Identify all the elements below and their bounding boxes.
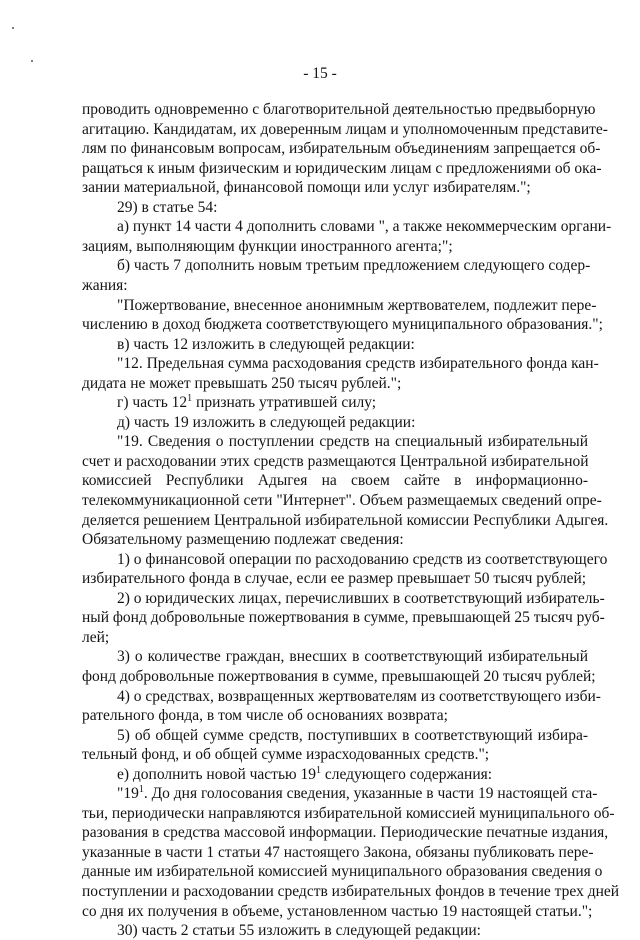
text-line xyxy=(82,707,588,725)
text-line-main: комиссией Республики Адыгея на своем сайте в информационно- xyxy=(82,472,588,490)
text-line-main: фонд добровольные пожертвования в сумме, превышающей 20 тысяч рублей; xyxy=(82,667,596,685)
text-line xyxy=(117,727,588,745)
text-line-main: "12. Предельная сумма расходования средств избирательного фонда кан- xyxy=(117,355,599,373)
text-line-continuation: . До дня голосования сведения, указанные в части 19 настоящей ста- xyxy=(143,785,598,803)
text-line xyxy=(117,433,588,451)
text-line-main: 3) о количестве граждан, внесших в соответствующий избирательный xyxy=(117,648,588,666)
text-line-main: а) пункт 14 части 4 дополнить словами ", а также некоммерческим органи- xyxy=(117,218,612,236)
text-line-main: "Пожертвование, внесенное анонимным жертвователем, подлежит пере- xyxy=(117,296,597,314)
text-line xyxy=(82,492,602,510)
text-line xyxy=(82,609,605,627)
text-line xyxy=(117,199,588,217)
page-number: - 15 - xyxy=(303,65,337,82)
scan-speck xyxy=(12,27,14,29)
text-line xyxy=(82,472,588,490)
text-line xyxy=(82,531,588,549)
text-line xyxy=(82,511,609,530)
text-line-main: поступлении и расходовании средств избирательных фондов в течение трех дней xyxy=(82,883,620,900)
text-line-main: деляется решением Центральной избирательной комиссии Республики Адыгея. xyxy=(82,511,609,529)
text-line-main: лям по финансовым вопросам, избирательным объединениям запрещается об- xyxy=(82,140,601,158)
text-line xyxy=(82,140,601,158)
text-line xyxy=(82,667,596,686)
text-line xyxy=(82,120,608,139)
superscript: 1 xyxy=(315,764,321,776)
text-line xyxy=(117,296,597,315)
text-line xyxy=(82,843,594,862)
text-line-main: 5) об общей сумме средств, поступивших в соответствующий избира- xyxy=(117,726,588,744)
text-line xyxy=(82,883,620,901)
text-line-main: в) часть 12 изложить в следующей редакции: xyxy=(117,335,415,353)
text-line-main: 30) часть 2 статьи 55 изложить в следующей редакции: xyxy=(117,922,481,940)
text-line-main: Обязательному размещению подлежат сведения: xyxy=(82,531,404,549)
text-line xyxy=(117,550,608,569)
text-line xyxy=(117,766,588,784)
text-line-main: ращаться к иным физическим и юридическим лицам с предложениями об ока- xyxy=(82,159,602,177)
scan-speck xyxy=(31,60,33,62)
text-line xyxy=(117,355,599,373)
text-line xyxy=(82,902,593,921)
text-line xyxy=(82,159,602,178)
text-line xyxy=(117,394,588,412)
text-line xyxy=(82,101,596,119)
text-line xyxy=(82,804,615,823)
text-line xyxy=(82,238,588,256)
text-line-main: 29) в статье 54: xyxy=(117,198,218,216)
text-line xyxy=(117,784,598,803)
text-line-main: "19. Сведения о поступлении средств на специальный избирательный xyxy=(117,433,588,451)
text-line xyxy=(117,648,588,666)
text-line xyxy=(117,336,588,354)
text-line xyxy=(82,746,588,764)
text-line xyxy=(117,922,588,940)
text-line xyxy=(117,218,612,236)
text-line-main: 2) о юридических лицах, перечисливших в соответствующий избиратель- xyxy=(117,589,605,607)
text-line xyxy=(117,257,591,275)
text-line-main: данные им избирательной комиссией муниципального образования сведения о xyxy=(82,863,603,881)
text-line xyxy=(82,824,609,842)
text-line xyxy=(82,179,588,197)
text-line-main: телекоммуникационной сети "Интернет". Объем размещаемых сведений опре- xyxy=(82,492,602,509)
text-line xyxy=(117,414,588,432)
text-line xyxy=(82,316,603,334)
text-line-main: счет и расходовании этих средств размещаются Центральной избирательной xyxy=(82,452,589,470)
text-line-continuation: следующего содержания: xyxy=(320,765,493,783)
text-line-main: зациям, выполняющим функции иностранного агента;"; xyxy=(82,237,453,255)
text-line-main: со дня их получения в объеме, установленном частью 19 настоящей статьи."; xyxy=(82,902,593,920)
superscript: 1 xyxy=(138,784,144,796)
text-line xyxy=(82,375,588,393)
text-line-main: зании материальной, финансовой помощи или услуг избирателям."; xyxy=(82,179,531,197)
text-line-main: указанные в части 1 статьи 47 настоящего Закона, обязаны публиковать пере- xyxy=(82,843,594,861)
text-line xyxy=(82,453,588,471)
superscript: 1 xyxy=(187,393,193,405)
text-line-main: д) часть 19 изложить в следующей редакции: xyxy=(117,413,416,431)
text-line-main: б) часть 7 дополнить новым третьим предложением следующего содер- xyxy=(117,257,591,275)
text-line-main: числению в доход бюджета соответствующего муниципального образования."; xyxy=(82,316,603,334)
text-line-main: лей; xyxy=(82,628,110,646)
text-line-continuation: признать утратившей силу; xyxy=(192,394,377,412)
text-line xyxy=(82,629,588,647)
text-line xyxy=(82,277,588,295)
text-line xyxy=(82,570,588,588)
text-line xyxy=(117,687,601,706)
text-line-main: разования в средства массовой информации. Периодические печатные издания, xyxy=(82,824,609,842)
text-line-main: г) часть 12 xyxy=(117,394,188,412)
text-line-main: тьи, периодически направляются избирательной комиссией муниципального об- xyxy=(82,804,615,822)
text-line-main: проводить одновременно с благотворительной деятельностью предвыборную xyxy=(82,101,596,118)
text-line-main: агитацию. Кандидатам, их доверенным лицам и уполномоченным представите- xyxy=(82,120,608,138)
text-line-main: дидата не может превышать 250 тысяч рублей."; xyxy=(82,374,402,392)
text-line-main: рательного фонда, в том числе об основаниях возврата; xyxy=(82,707,448,725)
text-line-main: "19 xyxy=(117,785,139,803)
text-line-main: избирательного фонда в случае, если ее размер превышает 50 тысяч рублей; xyxy=(82,570,587,588)
text-line xyxy=(82,863,603,881)
text-line-main: тельный фонд, и об общей сумме израсходованных средств."; xyxy=(82,746,490,764)
text-line-main: ный фонд добровольные пожертвования в сумме, превышающей 25 тысяч руб- xyxy=(82,609,605,627)
text-line-main: 1) о финансовой операции по расходованию средств из соответствующего xyxy=(117,550,608,568)
text-line-main: 4) о средствах, возвращенных жертвователям из соответствующего изби- xyxy=(117,687,601,705)
text-line-main: жания: xyxy=(82,276,128,294)
text-line-main: е) дополнить новой частью 19 xyxy=(117,765,316,783)
text-line xyxy=(117,589,605,608)
